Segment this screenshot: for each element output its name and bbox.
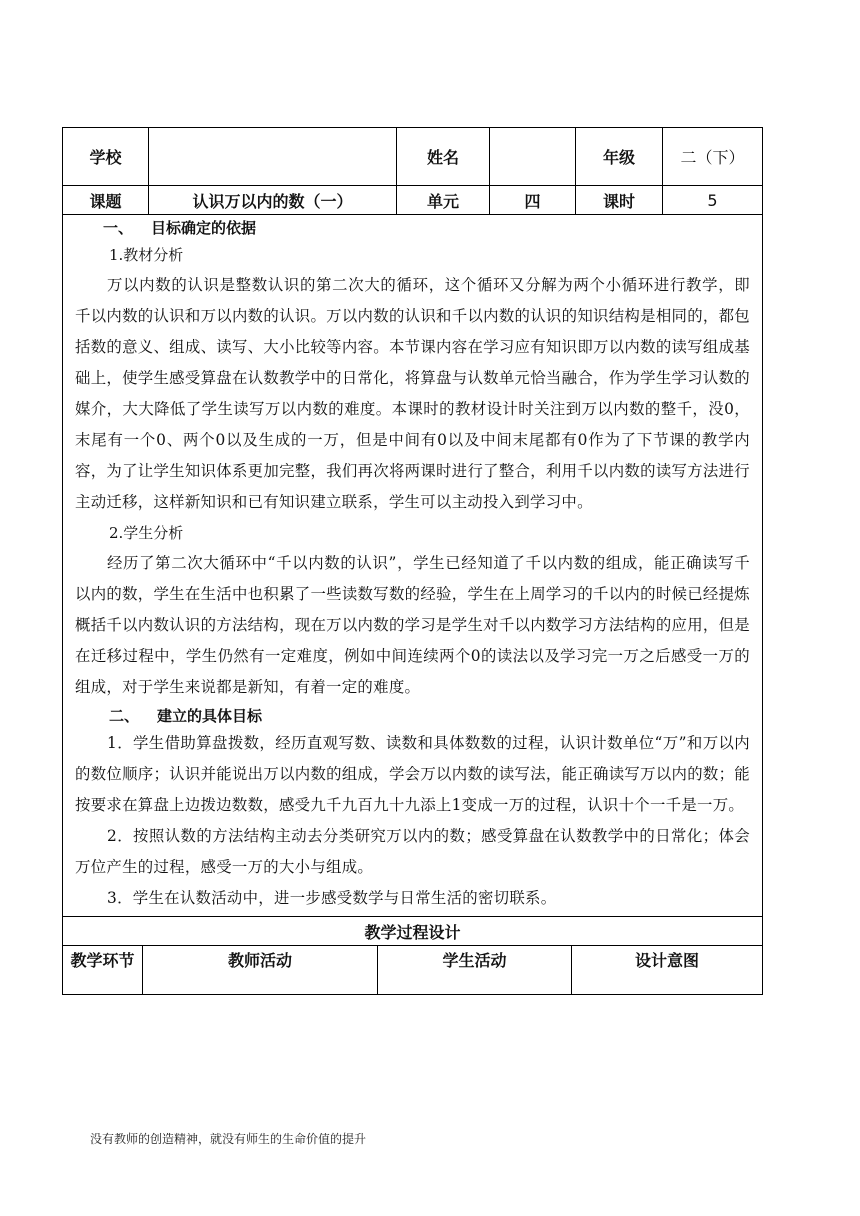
col-student: 学生活动 xyxy=(378,946,572,995)
school-value xyxy=(149,128,397,186)
section1-number: 一、 xyxy=(103,219,134,237)
grade-label: 年级 xyxy=(576,128,663,186)
section1-para2: 经历了第二次大循环中“千以内数的认识”，学生已经知道了千以内数的组成，能正确读写千以内的数，学生在生活中也积累了一些读数写数的经验，学生在上周学习的千以内的时候已经提炼概括千以内数认识的方法结构，现在万以内数的学习是学生对千以内数学习方法结构的应用，但是在迁移过程中，学生仍然有一定难度，例如中间连续两个0的读法以及学习完一万之后感受一万的组成，对于学生来说都是新知，有着一定的难度。 xyxy=(75,554,750,696)
topic-label: 课题 xyxy=(63,186,149,215)
section1-sub2: 2.学生分析 xyxy=(109,524,184,542)
col-stage: 教学环节 xyxy=(63,946,143,995)
header-table xyxy=(62,127,763,917)
header-row-1 xyxy=(63,128,763,186)
period-value: 5 xyxy=(663,186,763,215)
footer-motto: 没有教师的创造精神，就没有师生的生命价值的提升 xyxy=(90,1132,367,1146)
process-title-row xyxy=(63,917,763,946)
name-value xyxy=(490,128,576,186)
col-teacher: 教师活动 xyxy=(143,946,378,995)
lesson-plan-sheet xyxy=(62,127,762,995)
period-label: 课时 xyxy=(576,186,663,215)
grade-value: 二（下） xyxy=(663,128,763,186)
name-label: 姓名 xyxy=(397,128,490,186)
process-table xyxy=(62,917,763,995)
section1-para1: 万以内数的认识是整数认识的第二次大的循环，这个循环又分解为两个小循环进行教学，即千以内数的认识和万以内数的认识。万以内数的认识和千以内数的认识的知识结构是相同的，都包括数的意义、组成、读写、大小比较等内容。本节课内容在学习应有知识即万以内数的读写组成基础上，使学生感受算盘在认数教学中的日常化，将算盘与认数单元恰当融合，作为学生学习认数的媒介，大大降低了学生读写万以内数的难度。本课时的教材设计时关注到万以内数的整千，没0，末尾有一个0、两个0以及生成的一万，但是中间有0以及中间末尾都有0作为了下节课的教学内容，为了让学生知识体系更加完整，我们再次将两课时进行了整合，利用千以内数的读写方法进行主动迁移，这样新知识和已有知识建立联系，学生可以主动投入到学习中。 xyxy=(75,276,750,511)
content-cell xyxy=(63,215,763,917)
process-title: 教学过程设计 xyxy=(63,917,763,946)
header-row-2 xyxy=(63,186,763,215)
process-columns-row xyxy=(63,946,763,995)
topic-value: 认识万以内的数（一） xyxy=(149,186,397,215)
section1-sub1: 1.教材分析 xyxy=(109,246,184,264)
section2-title: 建立的具体目标 xyxy=(157,707,263,725)
section2-goal2: 2．按照认数的方法结构主动去分类研究万以内的数；感受算盘在认数教学中的日常化；体会万位产生的过程，感受一万的大小与组成。 xyxy=(75,827,750,876)
section2-number: 二、 xyxy=(109,707,140,725)
unit-value: 四 xyxy=(490,186,576,215)
col-intent: 设计意图 xyxy=(572,946,763,995)
section1-heading xyxy=(75,216,750,240)
section2-goal3: 3．学生在认数活动中，进一步感受数学与日常生活的密切联系。 xyxy=(107,889,557,907)
section1-title: 目标确定的依据 xyxy=(151,219,257,237)
section2-goal1: 1．学生借助算盘拨数，经历直观写数、读数和具体数数的过程，认识计数单位“万”和万以内的数位顺序；认识并能说出万以内数的组成，学会万以内数的读写法，能正确读写万以内的数；能按要求在算盘上边拨边数数，感受九千九百九十九添上1变成一万的过程，认识十个一千是一万。 xyxy=(75,734,750,814)
content-row xyxy=(63,215,763,917)
school-label: 学校 xyxy=(63,128,149,186)
unit-label: 单元 xyxy=(397,186,490,215)
section2-heading xyxy=(75,704,750,728)
